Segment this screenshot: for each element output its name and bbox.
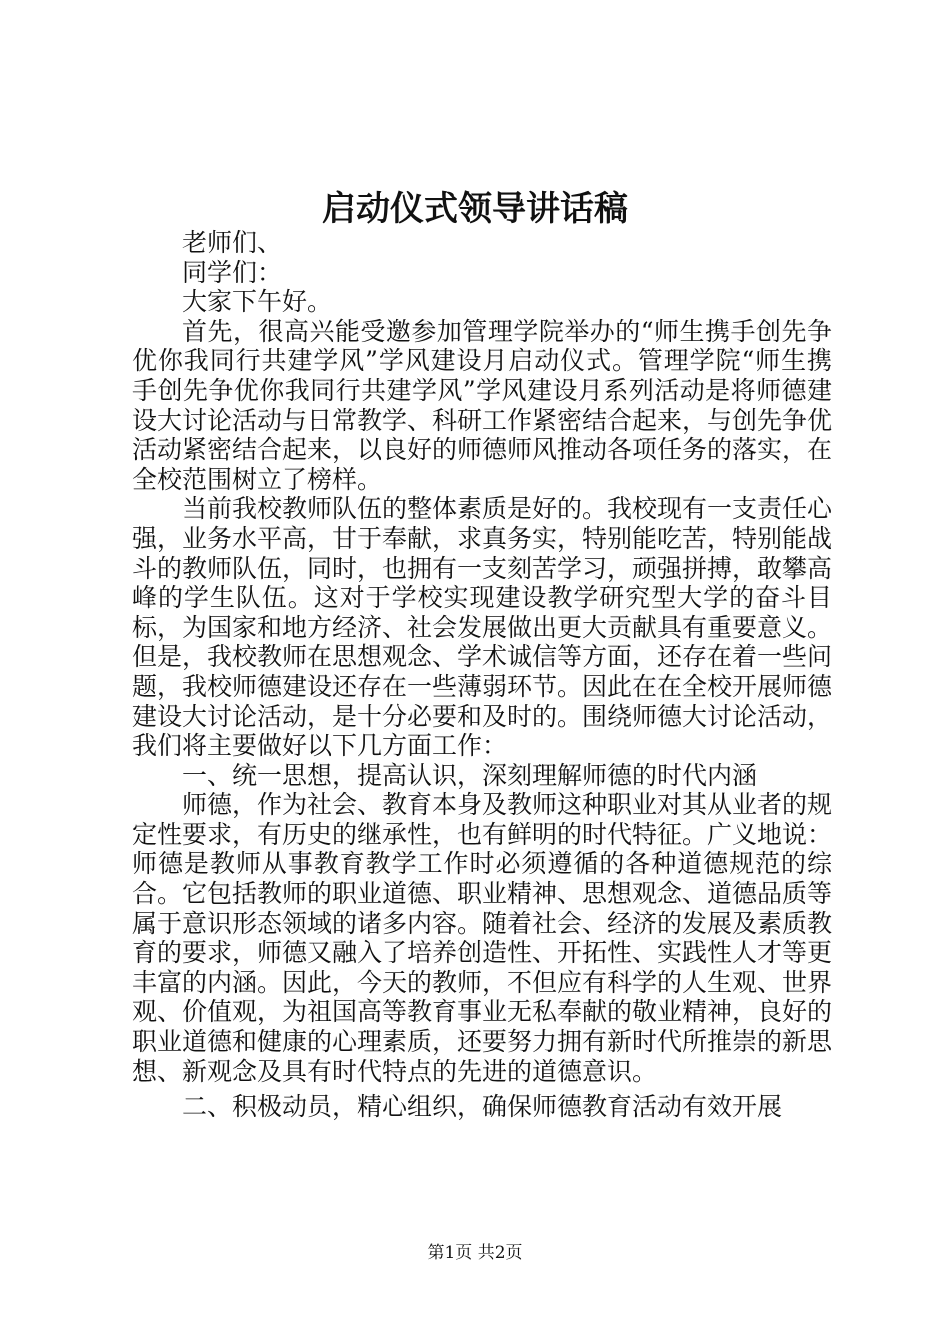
salutation-students: 同学们： [182, 257, 283, 287]
salutation-teachers: 老师们、 [182, 228, 283, 257]
paragraph-opening: 首先，很高兴能受邀参加管理学院举办的“师生携手创先争优你我同行共建学风”学风建设月启动仪式。管理学院“师生携手创先争优你我同行共建学风”学风建设月系列活动是将师德建设大讨论活动与日常教学、科研工作紧密结合起来，与创先争优活动紧密结合起来，以良好的师德师风推动各项任务的落实，在全校范围树立了榜样。 [132, 316, 833, 494]
page-number-footer: 第1页 共2页 [427, 1243, 523, 1263]
greeting: 大家下午好。 [182, 287, 333, 317]
document-body [132, 228, 832, 1122]
document-title: 启动仪式领导讲话稿 [322, 189, 628, 229]
section-heading-one: 一、统一思想，提高认识，深刻理解师德的时代内涵 [182, 760, 758, 790]
paragraph-current-situation: 当前我校教师队伍的整体素质是好的。我校现有一支责任心强，业务水平高，甘于奉献，求真务实，特别能吃苦，特别能战斗的教师队伍，同时，也拥有一支刻苦学习，顽强拼搏，敢攀高峰的学生队伍。这对于学校实现建设教学研究型大学的奋斗目标，为国家和地方经济、社会发展做出更大贡献具有重要意义。但是，我校教师在思想观念、学术诚信等方面，还存在着一些问题，我校师德建设还存在一些薄弱环节。因此在在全校开展师德建设大讨论活动，是十分必要和及时的。围绕师德大讨论活动，我们将主要做好以下几方面工作： [132, 494, 833, 761]
paragraph-teacher-ethics: 师德，作为社会、教育本身及教师这种职业对其从业者的规定性要求，有历史的继承性，也有鲜明的时代特征。广义地说：师德是教师从事教育教学工作时必须遵循的各种道德规范的综合。它包括教师的职业道德、职业精神、思想观念、道德品质等属于意识形态领域的诸多内容。随着社会、经济的发展及素质教育的要求，师德又融入了培养创造性、开拓性、实践性人才等更丰富的内涵。因此，今天的教师，不但应有科学的人生观、世界观、价值观，为祖国高等教育事业无私奉献的敬业精神，良好的职业道德和健康的心理素质，还要努力拥有新时代所推崇的新思想、新观念及具有时代特点的先进的道德意识。 [132, 790, 833, 1086]
section-heading-two: 二、积极动员，精心组织，确保师德教育活动有效开展 [182, 1092, 783, 1122]
